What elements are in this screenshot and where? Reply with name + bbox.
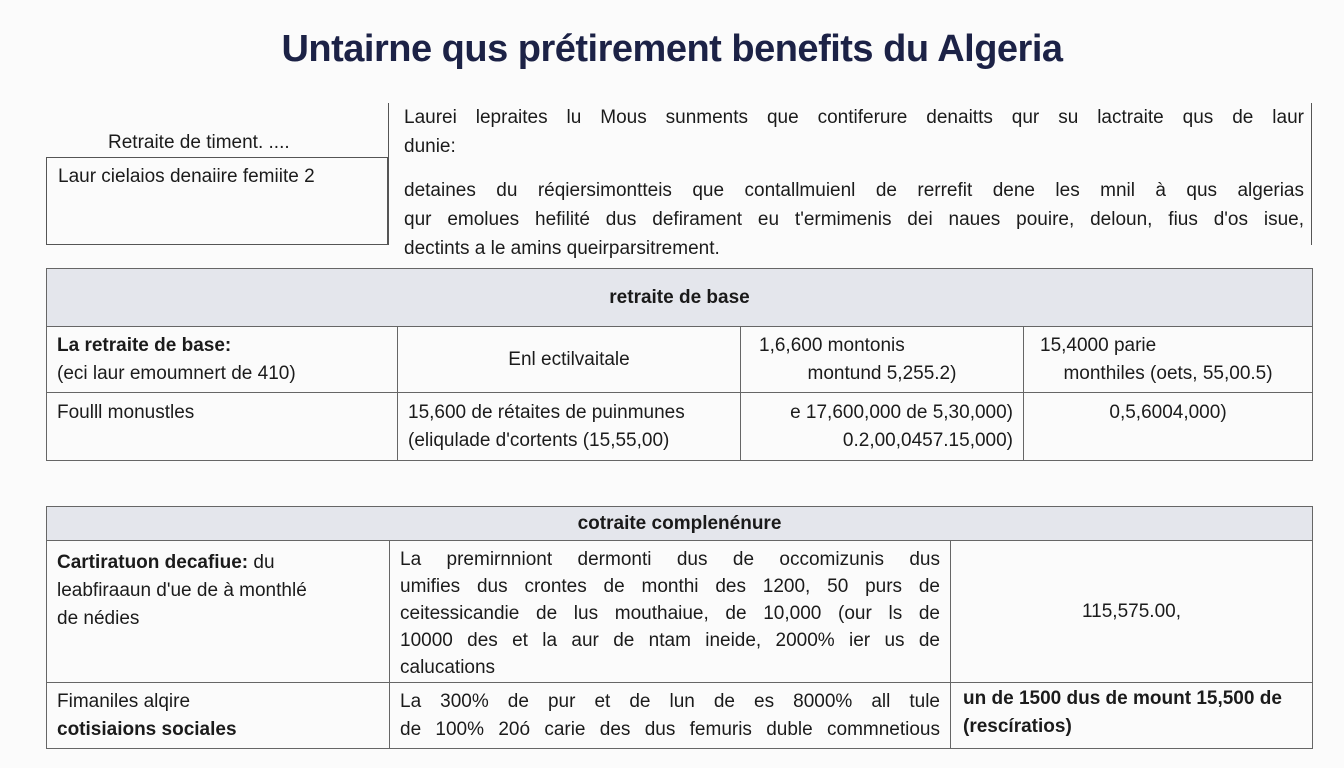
intro-line-3: detaines du réqiersimontteis que contallmuienl de rerrefit dene les mnil à qus algerias bbox=[404, 180, 1304, 201]
intro-label-box bbox=[46, 157, 388, 245]
comp-row2-desc bbox=[390, 683, 951, 749]
table-row bbox=[47, 393, 1313, 461]
page-title: Untairne qus prétirement benefits du Algeria bbox=[281, 28, 1063, 70]
intro-label-box-text: Laur cielaios denaiire femiite 2 bbox=[58, 166, 315, 187]
comp-row1-desc-line3: ceitessicandie de lus mouthaiue, de 10,000 (our ls de bbox=[400, 603, 940, 624]
table-row bbox=[47, 541, 1313, 683]
base-row2-col2-line1: 15,600 de rétaites de puinmunes bbox=[408, 401, 685, 423]
base-row1-col2: Enl ectilvaitale bbox=[398, 327, 741, 393]
intro-paragraph bbox=[404, 103, 1304, 263]
intro-line-2: dunie: bbox=[404, 136, 456, 157]
base-row2-col3-line1: e 17,600,000 de 5,30,000) bbox=[790, 401, 1013, 423]
comp-row1-desc-line5: calucations bbox=[400, 657, 496, 678]
comp-row1-value: 115,575.00, bbox=[951, 541, 1313, 683]
base-table-header: retraite de base bbox=[47, 269, 1313, 327]
base-row2-col3-line2: 0.2,00,0457.15,000) bbox=[842, 429, 1013, 451]
intro-divider-left bbox=[388, 103, 389, 245]
comp-row2-value bbox=[951, 683, 1313, 749]
base-row2-col4: 0,5,6004,000) bbox=[1024, 393, 1313, 461]
comp-row2-label-line2: cotisiaions sociales bbox=[57, 718, 237, 740]
base-row1-label-sub: (eci laur emoumnert de 410) bbox=[57, 362, 296, 384]
base-row2-col3 bbox=[741, 393, 1024, 461]
comp-row1-label-rest: du bbox=[253, 552, 275, 573]
comp-row1-desc-line4: 10000 des et la aur de ntam ineide, 2000% ier us de bbox=[400, 630, 940, 651]
intro-line-5: dectints a le amins queirparsitrement. bbox=[404, 238, 720, 259]
base-retirement-table bbox=[46, 268, 1313, 461]
intro-label-top: Retraite de timent. .... bbox=[108, 132, 290, 153]
comp-row2-label bbox=[47, 683, 390, 749]
intro-divider-right bbox=[1311, 103, 1312, 245]
base-row2-label: Foulll monustles bbox=[47, 393, 398, 461]
comp-row1-label bbox=[47, 541, 390, 683]
comp-row1-label-bold: Cartiratuon decafiue: bbox=[57, 552, 249, 573]
table-row bbox=[47, 683, 1313, 749]
complementary-retirement-table bbox=[46, 506, 1313, 749]
base-row1-col3-line1: 1,6,600 montonis bbox=[759, 334, 905, 356]
base-row2-col2-line2: (eliqulade d'cortents (15,55,00) bbox=[408, 429, 670, 451]
comp-row1-desc bbox=[390, 541, 951, 683]
comp-row2-value-line2: (rescíratios) bbox=[963, 716, 1072, 737]
comp-row1-desc-line2: umifies dus crontes de monthi des 1200, 50 purs de bbox=[400, 576, 940, 597]
base-row1-label-bold: La retraite de base: bbox=[57, 334, 232, 356]
base-row1-col4 bbox=[1024, 327, 1313, 393]
comp-table-header: cotraite complenénure bbox=[47, 507, 1313, 541]
comp-row2-value-line1: un de 1500 dus de mount 15,500 de bbox=[963, 688, 1282, 709]
base-row1-label bbox=[47, 327, 398, 393]
comp-row2-desc-line1: La 300% de pur et de lun de es 8000% all tule bbox=[400, 690, 940, 712]
base-row2-col2 bbox=[398, 393, 741, 461]
intro-line-1: Laurei lepraites lu Mous sunments que contiferure denaitts qur su lactraite qus de laur bbox=[404, 107, 1304, 128]
base-row1-col3 bbox=[741, 327, 1024, 393]
comp-row1-desc-line1: La premirnniont dermonti dus de occomizunis dus bbox=[400, 549, 940, 570]
comp-row1-label-line3: de nédies bbox=[57, 608, 140, 629]
table-row bbox=[47, 327, 1313, 393]
comp-row1-label-line2: leabfiraaun d'ue de à monthlé bbox=[57, 580, 307, 601]
base-row1-col4-line1: 15,4000 parie bbox=[1040, 334, 1157, 356]
comp-row2-label-line1: Fimaniles alqire bbox=[57, 690, 191, 712]
intro-line-4: qur emolues hefilité dus defirament eu t'ermimenis dei naues pouire, deloun, fius d'os isue, bbox=[404, 209, 1304, 230]
base-row1-col4-line2: monthiles (oets, 55,00.5) bbox=[1063, 362, 1273, 384]
comp-row2-desc-line2: de 100% 20ó carie des dus femuris duble commnetious bbox=[400, 718, 940, 740]
base-row1-col3-line2: montund 5,255.2) bbox=[807, 362, 957, 384]
